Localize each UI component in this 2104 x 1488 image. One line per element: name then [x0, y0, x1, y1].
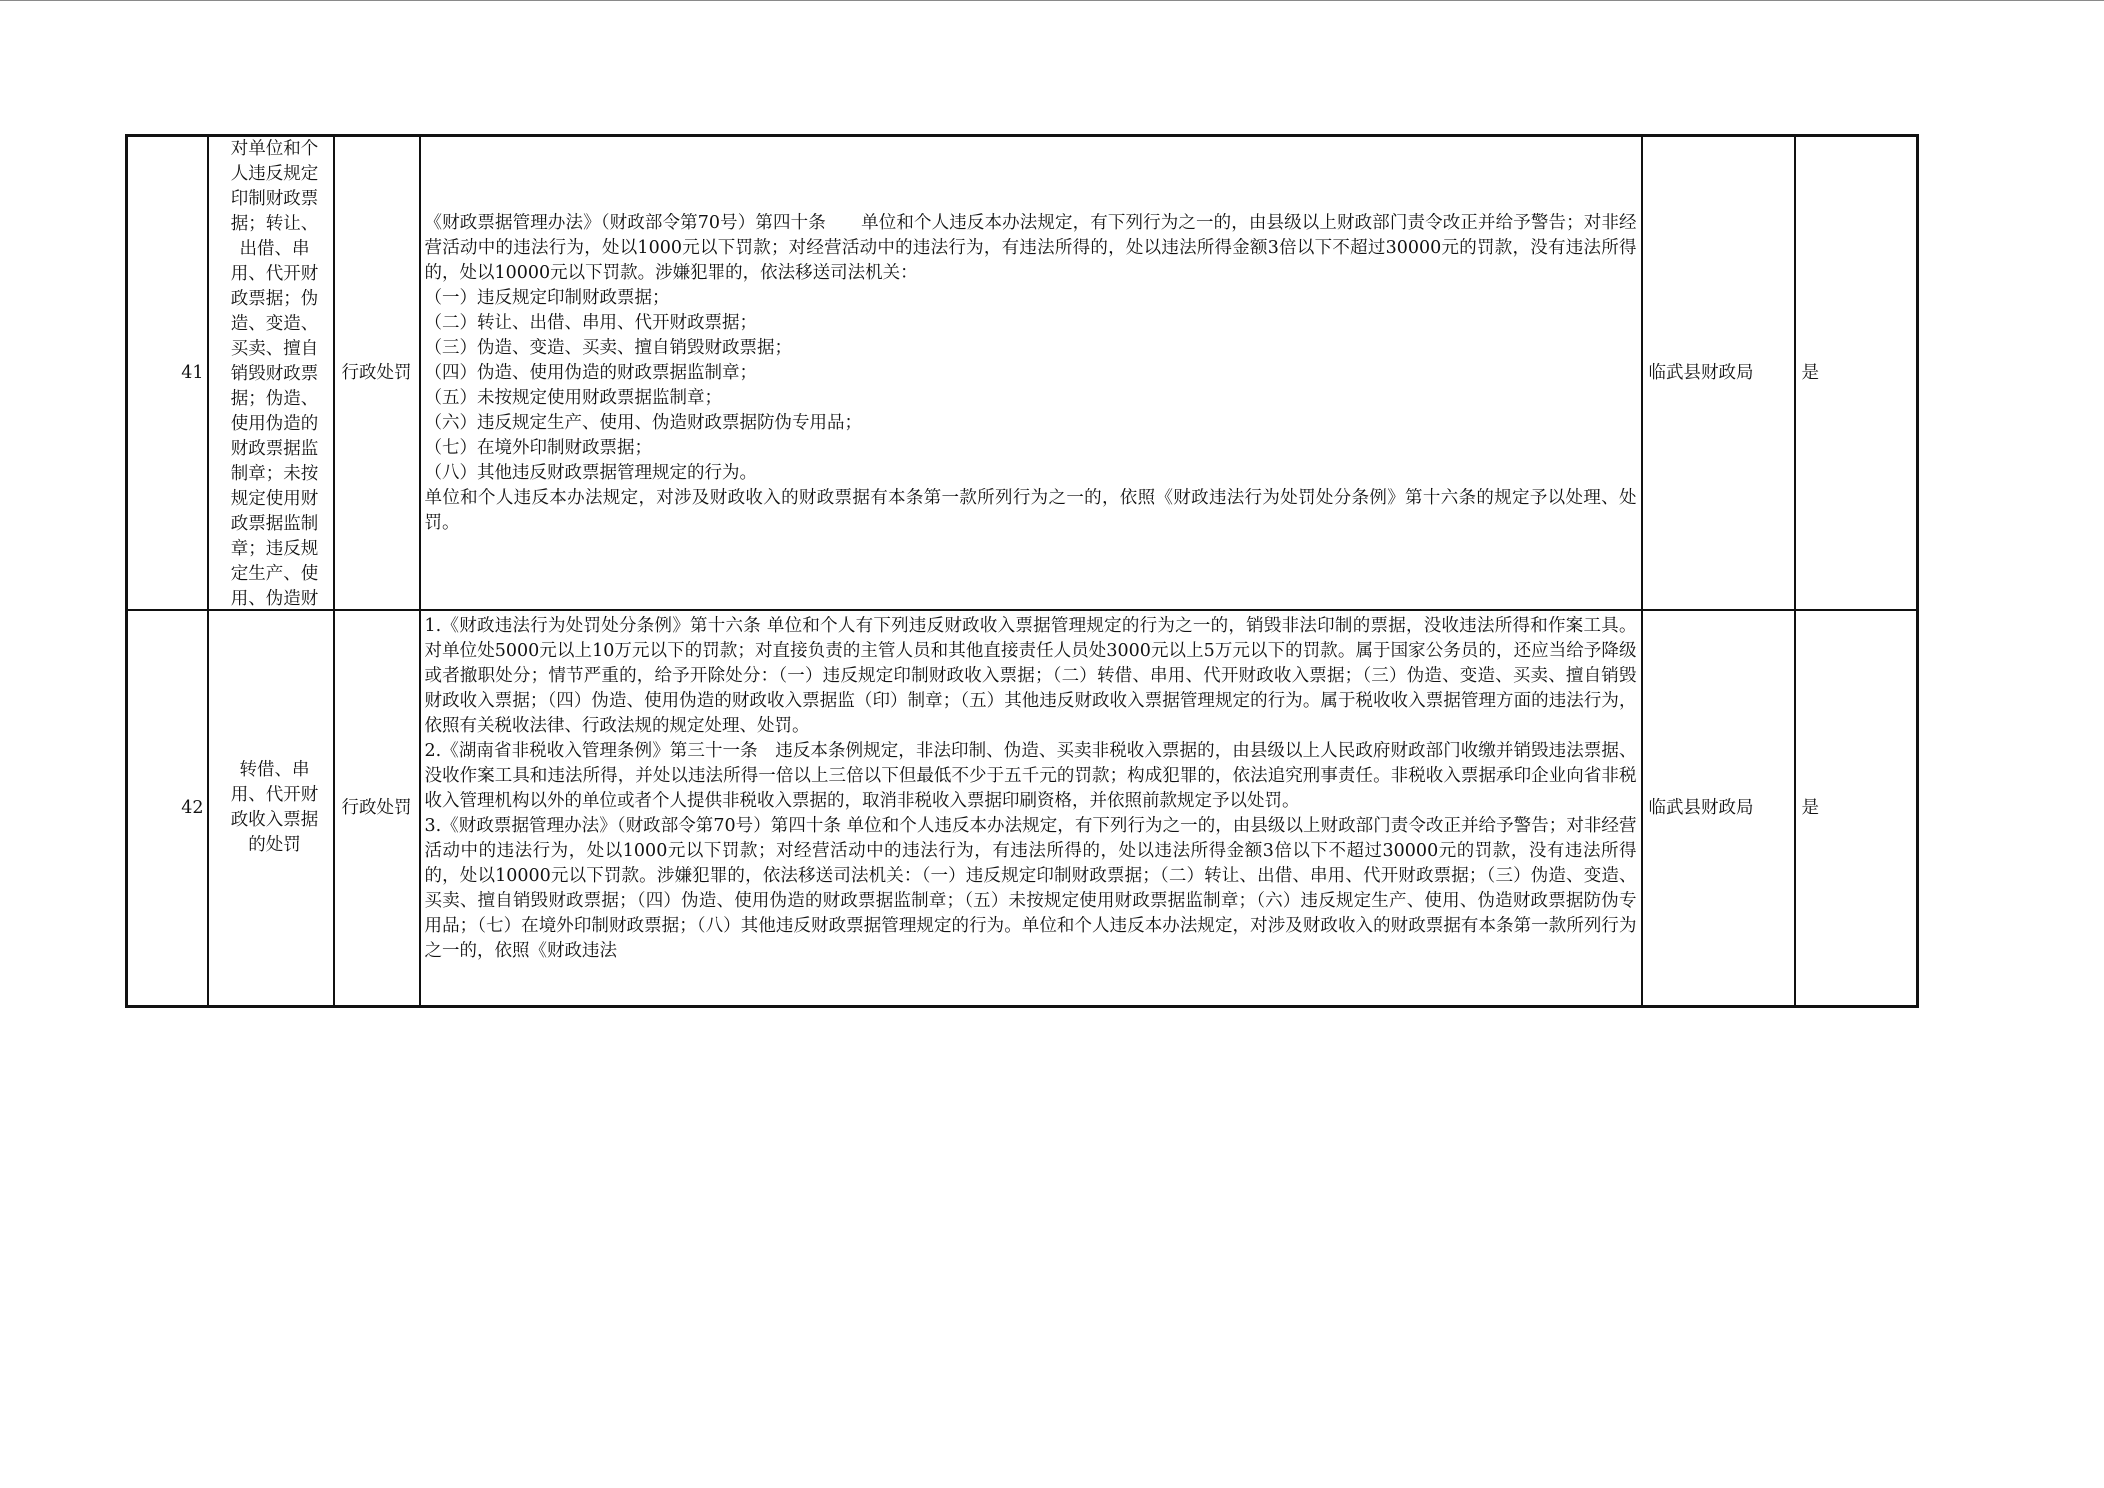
flag-value: 是 — [1801, 797, 1819, 818]
item-type: 行政处罚 — [341, 797, 412, 818]
authority-cell — [1642, 610, 1795, 1007]
row-number: 41 — [181, 362, 204, 383]
table-row — [127, 610, 1918, 1007]
page-top-rule — [0, 0, 2104, 1]
row-number: 42 — [181, 797, 204, 818]
item-type: 行政处罚 — [341, 362, 412, 383]
legal-basis-cell — [420, 136, 1642, 611]
authority-cell — [1642, 136, 1795, 611]
legal-basis-cell — [420, 610, 1642, 1007]
penalty-table — [125, 134, 1919, 1008]
flag-cell — [1795, 610, 1918, 1007]
item-type-cell — [334, 136, 420, 611]
item-name-cell — [208, 136, 334, 611]
legal-basis-text: 1.《财政违法行为处罚处分条例》第十六条 单位和个人有下列违反财政收入票据管理规定的行为之一的，销毁非法印制的票据，没收违法所得和作案工具。对单位处5000元以上10万元以下的罚款；对直接负责的主管人员和其他直接责任人员处3000元以上5万元以下的罚款。属于国家公务员的，还应当给予降级或者撤职处分；情节严重的，给予开除处分：（一）违反规定印制财政收入票据；（二）转借、串用、代开财政收入票据；（三）伪造、变造、买卖、擅自销毁财政收入票据；（四）伪造、使用伪造的财政收入票据监（印）制章；（五）其他违反财政收入票据管理规定的行为。属于税收收入票据管理方面的违法行为，依照有关税收法律、行政法规的规定处理、处罚。 2.《湖南省非税收入管理条例》第三十一条 违反本条例规定，非法印制、伪造、买卖非税收入票据的，由县级以上人民政府财政部门收缴并销毁违法票据、没收作案工具和违法所得，并处以违法所得一倍以上三倍以下但最低不少于五千元的罚款；构成犯罪的，依法追究刑事责任。非税收入票据承印企业向省非税收入管理机构以外的单位或者个人提供非税收入票据的，取消非税收入票据印刷资格，并依照前款规定予以处罚。 3.《财政票据管理办法》（财政部令第70号）第四十条 单位和个人违反本办法规定，有下列行为之一的，由县级以上财政部门责令改正并给予警告；对非经营活动中的违法行为，处以1000元以下罚款；对经营活动中的违法行为，有违法所得的，处以违法所得金额3倍以下不超过30000元的罚款，没有违法所得的，处以10000元以下罚款。涉嫌犯罪的，依法移送司法机关：（一）违反规定印制财政票据；（二）转让、出借、串用、代开财政票据；（三）伪造、变造、买卖、擅自销毁财政票据；（四）伪造、使用伪造的财政票据监制章；（五）未按规定使用财政票据监制章；（六）违反规定生产、使用、伪造财政票据防伪专用品；（七）在境外印制财政票据；（八）其他违反财政票据管理规定的行为。单位和个人违反本办法规定，对涉及财政收入的财政票据有本条第一款所列行为之一的，依照《财政违法 — [424, 616, 1637, 961]
item-name-cell — [208, 610, 334, 1007]
item-name: 对单位和个人违反规定印制财政票据；转让、出借、串用、代开财政票据；伪造、变造、买卖、擅自销毁财政票据；伪造、使用伪造的财政票据监制章；未按规定使用财政票据监制章；违反规定生产、使用、伪造财 — [230, 139, 319, 609]
authority-name: 临武县财政局 — [1648, 797, 1754, 818]
flag-cell — [1795, 136, 1918, 611]
row-number-cell — [127, 610, 208, 1007]
authority-name: 临武县财政局 — [1648, 362, 1754, 383]
legal-basis-text: 《财政票据管理办法》（财政部令第70号）第四十条 单位和个人违反本办法规定，有下列行为之一的，由县级以上财政部门责令改正并给予警告；对非经营活动中的违法行为，处以1000元以下罚款；对经营活动中的违法行为，有违法所得的，处以违法所得金额3倍以下不超过30000元的罚款，没有违法所得的，处以10000元以下罚款。涉嫌犯罪的，依法移送司法机关： （一）违反规定印制财政票据； （二）转让、出借、串用、代开财政票据； （三）伪造、变造、买卖、擅自销毁财政票据； （四）伪造、使用伪造的财政票据监制章； （五）未按规定使用财政票据监制章； （六）违反规定生产、使用、伪造财政票据防伪专用品； （七）在境外印制财政票据； （八）其他违反财政票据管理规定的行为。 单位和个人违反本办法规定，对涉及财政收入的财政票据有本条第一款所列行为之一的，依照《财政违法行为处罚处分条例》第十六条的规定予以处理、处罚。 — [424, 212, 1637, 533]
item-name: 转借、串用、代开财政收入票据的处罚 — [230, 760, 319, 855]
flag-value: 是 — [1801, 362, 1819, 383]
item-type-cell — [334, 610, 420, 1007]
table-row — [127, 136, 1918, 611]
row-number-cell — [127, 136, 208, 611]
